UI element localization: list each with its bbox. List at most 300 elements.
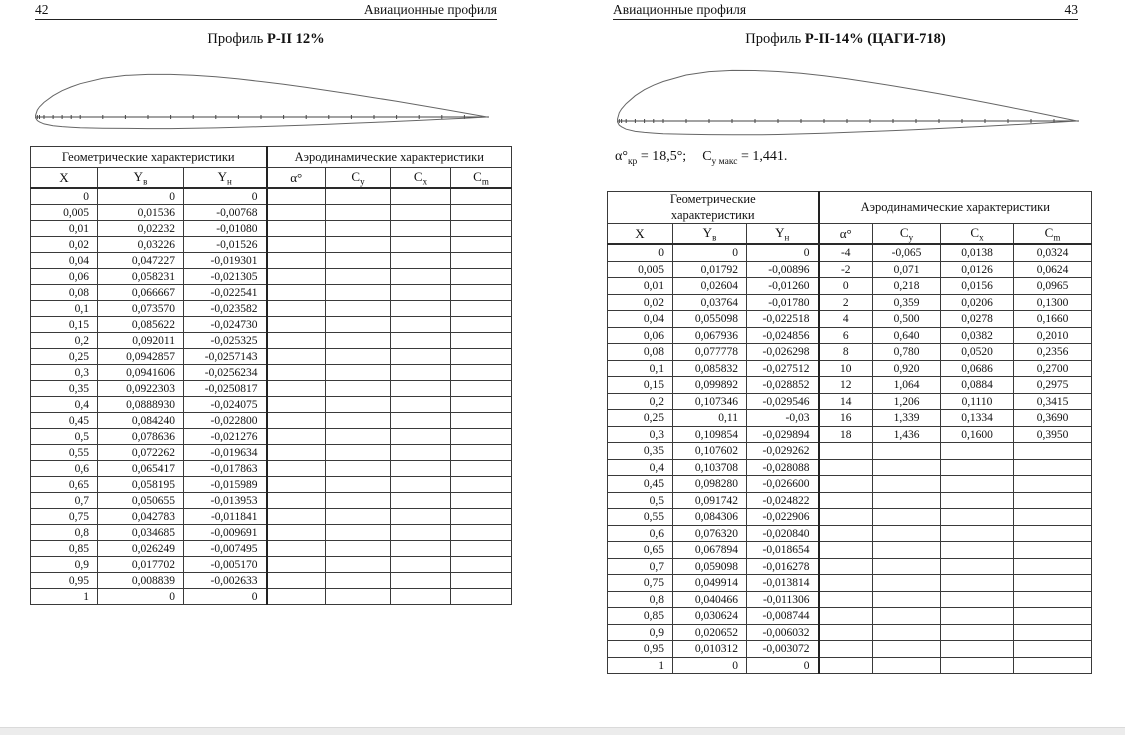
table-cell (1014, 575, 1092, 592)
table-cell: 0,030624 (673, 608, 747, 625)
table-cell (451, 413, 512, 429)
table-cell: 0,049914 (673, 575, 747, 592)
cy-subscript: у макс (711, 156, 738, 167)
table-cell: 0,02 (608, 294, 673, 311)
table-cell: -0,0250817 (184, 381, 267, 397)
table-cell: -0,026298 (747, 344, 819, 361)
table-row (608, 575, 1092, 592)
table-cell: 0,01 (31, 221, 98, 237)
table-cell (941, 591, 1014, 608)
table-row (31, 237, 512, 253)
table-cell: 0,7 (31, 493, 98, 509)
table-cell: 0,35 (608, 443, 673, 460)
table-cell: 4 (819, 311, 873, 328)
table-cell: 0,01 (608, 278, 673, 295)
table-cell (451, 541, 512, 557)
table-cell (391, 445, 451, 461)
table-body (31, 188, 512, 605)
table-cell: 0,065417 (98, 461, 184, 477)
table-row (31, 349, 512, 365)
table-row (608, 393, 1092, 410)
table-cell: 0,2356 (1014, 344, 1092, 361)
table-cell (451, 269, 512, 285)
table-row (608, 558, 1092, 575)
table-cell (391, 573, 451, 589)
table-cell: 0,08 (608, 344, 673, 361)
table-cell (451, 557, 512, 573)
table-cell: 0,1 (608, 360, 673, 377)
table-cell: 1 (608, 657, 673, 674)
table-cell: 0,058195 (98, 477, 184, 493)
table-cell: 0,010312 (673, 641, 747, 658)
table-cell: 8 (819, 344, 873, 361)
running-header-text: Авиационные профиля (613, 2, 747, 17)
table-row (608, 542, 1092, 559)
table-cell (819, 492, 873, 509)
table-cell: 0,75 (31, 509, 98, 525)
table-cell: 0,058231 (98, 269, 184, 285)
table-cell: 0,0884 (941, 377, 1014, 394)
table-cell: 0,017702 (98, 557, 184, 573)
critical-angle-note (615, 149, 787, 167)
table-cell (819, 608, 873, 625)
table-cell: -0,011841 (184, 509, 267, 525)
table-cell (451, 461, 512, 477)
column-header: $C_m$ (451, 168, 512, 189)
running-header-left (35, 2, 497, 20)
table-cell (391, 301, 451, 317)
table-cell: 0,35 (31, 381, 98, 397)
table-cell: 16 (819, 410, 873, 427)
table-row (608, 476, 1092, 493)
table-cell (326, 317, 391, 333)
table-row (31, 205, 512, 221)
group-header-aerodynamic: Аэродинамические характеристики (267, 147, 512, 168)
table-cell: 0,25 (608, 410, 673, 427)
table-cell: 0,084306 (673, 509, 747, 526)
table-cell: 0,3 (31, 365, 98, 381)
table-cell: -0,015989 (184, 477, 267, 493)
table-cell (941, 459, 1014, 476)
table-cell (873, 476, 941, 493)
table-cell: -0,024856 (747, 327, 819, 344)
table-cell: 0,040466 (673, 591, 747, 608)
column-header: $C_y$ (873, 224, 941, 245)
table-cell: 0,01536 (98, 205, 184, 221)
table-cell (873, 608, 941, 625)
column-header-row (31, 168, 512, 189)
table-cell (819, 624, 873, 641)
table-cell (267, 573, 326, 589)
table-cell: 0,06 (608, 327, 673, 344)
table-cell (267, 557, 326, 573)
table-cell: -0,011306 (747, 591, 819, 608)
table-cell (391, 285, 451, 301)
table-cell (873, 542, 941, 559)
table-cell (451, 493, 512, 509)
table-cell: 0,85 (608, 608, 673, 625)
table-cell (451, 381, 512, 397)
table-cell (451, 221, 512, 237)
table-cell (819, 542, 873, 559)
table-row (608, 244, 1092, 261)
table-cell (1014, 459, 1092, 476)
table-cell: 0,092011 (98, 333, 184, 349)
table-cell: -0,025325 (184, 333, 267, 349)
table-cell: -0,028088 (747, 459, 819, 476)
table-cell: 0 (31, 188, 98, 205)
table-cell (267, 525, 326, 541)
table-cell: -0,022800 (184, 413, 267, 429)
table-row (608, 591, 1092, 608)
table-row (608, 657, 1092, 674)
table-cell: 0 (819, 278, 873, 295)
table-cell: 0,3690 (1014, 410, 1092, 427)
table-cell (451, 237, 512, 253)
table-cell: 0 (673, 244, 747, 261)
table-cell: -0,021276 (184, 429, 267, 445)
column-header: $C_y$ (326, 168, 391, 189)
table-row (608, 492, 1092, 509)
table-cell (873, 459, 941, 476)
table-cell: 0 (98, 188, 184, 205)
alpha-subscript: кр (627, 156, 638, 167)
table-cell: 0,050655 (98, 493, 184, 509)
table-row (608, 311, 1092, 328)
table-cell (941, 641, 1014, 658)
table-cell: -0,01780 (747, 294, 819, 311)
group-header-row (31, 147, 512, 168)
table-cell: 0 (747, 244, 819, 261)
table-row (31, 301, 512, 317)
table-cell (391, 188, 451, 205)
table-cell (1014, 608, 1092, 625)
table-cell (941, 525, 1014, 542)
table-cell: 1,339 (873, 410, 941, 427)
table-cell: 0,2010 (1014, 327, 1092, 344)
table-cell (326, 493, 391, 509)
table-cell (873, 492, 941, 509)
table-row (31, 317, 512, 333)
table-cell: 0,0156 (941, 278, 1014, 295)
table-cell: 0,2 (31, 333, 98, 349)
table-cell (451, 589, 512, 605)
table-cell (941, 624, 1014, 641)
table-cell (267, 589, 326, 605)
table-cell (819, 476, 873, 493)
column-header: α° (267, 168, 326, 189)
table-cell (1014, 492, 1092, 509)
table-cell: -0,008744 (747, 608, 819, 625)
table-cell (391, 541, 451, 557)
table-cell: 0,0520 (941, 344, 1014, 361)
column-header: $C_x$ (391, 168, 451, 189)
table-cell: 0,1110 (941, 393, 1014, 410)
table-cell (1014, 657, 1092, 674)
table-row (608, 426, 1092, 443)
table-cell (267, 509, 326, 525)
airfoil-drawing (35, 63, 490, 147)
table-cell (1014, 558, 1092, 575)
table-cell: 0,091742 (673, 492, 747, 509)
table-cell: 0,4 (608, 459, 673, 476)
table-cell: 0,4 (31, 397, 98, 413)
table-row (31, 493, 512, 509)
table-cell (391, 269, 451, 285)
table-cell: 0,042783 (98, 509, 184, 525)
table-cell: -0,020840 (747, 525, 819, 542)
page-bottom-strip (0, 727, 1125, 735)
page-title-profile-name: Р-II-14% (ЦАГИ-718) (804, 31, 946, 47)
table-cell (267, 413, 326, 429)
table-cell: 0,5 (608, 492, 673, 509)
airfoil-drawing (617, 63, 1079, 149)
table-cell (451, 349, 512, 365)
table-cell (391, 589, 451, 605)
column-header: α° (819, 224, 873, 245)
table-cell (819, 525, 873, 542)
table-cell (267, 445, 326, 461)
table-cell: 0,109854 (673, 426, 747, 443)
table-cell (326, 461, 391, 477)
table-row (608, 294, 1092, 311)
table-cell (873, 624, 941, 641)
table-row (608, 344, 1092, 361)
table-cell: 0 (747, 657, 819, 674)
table-cell: 2 (819, 294, 873, 311)
table-cell: -0,007495 (184, 541, 267, 557)
table-cell (941, 575, 1014, 592)
table-cell: -0,00896 (747, 261, 819, 278)
table-cell: 0,2 (608, 393, 673, 410)
table-row (608, 459, 1092, 476)
alpha-symbol: α° (615, 149, 628, 164)
table-cell (391, 477, 451, 493)
table-cell: 0,55 (31, 445, 98, 461)
table-cell (326, 349, 391, 365)
table-cell (267, 205, 326, 221)
table-cell: -0,013953 (184, 493, 267, 509)
table-cell: 0,0206 (941, 294, 1014, 311)
table-cell (873, 657, 941, 674)
table-cell (391, 557, 451, 573)
table-cell (451, 285, 512, 301)
table-cell: 0,15 (608, 377, 673, 394)
table-cell (1014, 624, 1092, 641)
table-cell: 0,047227 (98, 253, 184, 269)
table-cell (1014, 443, 1092, 460)
table-cell (326, 253, 391, 269)
table-row (608, 608, 1092, 625)
page-title-profile-name: Р-II 12% (267, 31, 325, 47)
table-cell (391, 221, 451, 237)
table-cell: -0,026600 (747, 476, 819, 493)
table-cell (873, 641, 941, 658)
right-page (562, 0, 1125, 735)
table-row (31, 557, 512, 573)
table-cell: -0,024822 (747, 492, 819, 509)
table-cell (941, 492, 1014, 509)
table-cell: 0,780 (873, 344, 941, 361)
table-cell (451, 205, 512, 221)
table-cell: 12 (819, 377, 873, 394)
table-cell (391, 317, 451, 333)
table-cell (941, 443, 1014, 460)
alpha-value: = 18,5°; (637, 149, 687, 164)
table-cell (451, 253, 512, 269)
table-cell: 0,005 (31, 205, 98, 221)
table-cell: 0,11 (673, 410, 747, 427)
table-cell: 0,920 (873, 360, 941, 377)
table-row (608, 278, 1092, 295)
table-cell: 0,005 (608, 261, 673, 278)
table-cell: 0,0942857 (98, 349, 184, 365)
table-cell (267, 461, 326, 477)
table-cell (451, 333, 512, 349)
table-cell (451, 509, 512, 525)
table-cell: 0,076320 (673, 525, 747, 542)
table-cell (451, 445, 512, 461)
table-cell: 0,107602 (673, 443, 747, 460)
table-row (31, 333, 512, 349)
table-cell: 0,1300 (1014, 294, 1092, 311)
table-cell (451, 525, 512, 541)
table-cell (326, 188, 391, 205)
running-header-right (613, 2, 1078, 20)
table-cell: 0,008839 (98, 573, 184, 589)
table-cell: 0,75 (608, 575, 673, 592)
table-row (31, 285, 512, 301)
table-row (31, 397, 512, 413)
table-cell: -0,019301 (184, 253, 267, 269)
table-cell: -0,003072 (747, 641, 819, 658)
table-cell (326, 413, 391, 429)
table-cell: 0 (98, 589, 184, 605)
page-number: 43 (1064, 2, 1078, 17)
table-cell: 0,078636 (98, 429, 184, 445)
table-cell: 0,0686 (941, 360, 1014, 377)
table-cell (873, 443, 941, 460)
table-cell: 0,359 (873, 294, 941, 311)
table-cell: 0,45 (608, 476, 673, 493)
table-cell (326, 525, 391, 541)
table-cell: 0,0138 (941, 244, 1014, 261)
table-row (31, 429, 512, 445)
table-cell: 0,6 (31, 461, 98, 477)
table-cell (267, 397, 326, 413)
table-cell: -0,024075 (184, 397, 267, 413)
table-row (608, 327, 1092, 344)
table-cell: 0,45 (31, 413, 98, 429)
table-cell: 0,0324 (1014, 244, 1092, 261)
table-cell (391, 253, 451, 269)
table-cell (819, 641, 873, 658)
table-cell: 0,1334 (941, 410, 1014, 427)
table-row (608, 509, 1092, 526)
table-cell: 0,55 (608, 509, 673, 526)
table-cell: 0,020652 (673, 624, 747, 641)
table-cell (391, 493, 451, 509)
table-cell: 0,0624 (1014, 261, 1092, 278)
table-row (608, 360, 1092, 377)
table-cell (267, 381, 326, 397)
table-cell (267, 237, 326, 253)
table-cell: 1,206 (873, 393, 941, 410)
table-row (31, 541, 512, 557)
table-cell: -0,022906 (747, 509, 819, 526)
column-header: X (608, 224, 673, 245)
page-title (613, 31, 1078, 48)
table-cell (391, 381, 451, 397)
table-cell (267, 253, 326, 269)
table-cell (326, 509, 391, 525)
table-cell: 0 (608, 244, 673, 261)
table-cell (941, 558, 1014, 575)
running-header-text: Авиационные профиля (363, 2, 497, 17)
table-cell (267, 477, 326, 493)
table-cell (326, 237, 391, 253)
table-cell: 0,059098 (673, 558, 747, 575)
table-cell: 0,0941606 (98, 365, 184, 381)
table-cell: 0,95 (608, 641, 673, 658)
table-cell (1014, 476, 1092, 493)
table-cell: -0,01080 (184, 221, 267, 237)
table-cell: -0,01526 (184, 237, 267, 253)
table-cell: 0,9 (608, 624, 673, 641)
table-cell (451, 429, 512, 445)
table-cell (451, 365, 512, 381)
table-cell: 0,04 (31, 253, 98, 269)
table-cell: 0,077778 (673, 344, 747, 361)
table-cell: 0,0965 (1014, 278, 1092, 295)
table-row (31, 381, 512, 397)
table-cell (941, 657, 1014, 674)
table-cell (326, 589, 391, 605)
table-cell: -4 (819, 244, 873, 261)
column-header: $C_m$ (1014, 224, 1092, 245)
table-cell (819, 558, 873, 575)
table-row (31, 589, 512, 605)
table-cell: 0,7 (608, 558, 673, 575)
table-cell: 0,218 (873, 278, 941, 295)
table-cell (267, 221, 326, 237)
geometry-aero-table (607, 191, 1092, 674)
table-cell: 0 (673, 657, 747, 674)
table-cell: 0,3 (608, 426, 673, 443)
table-cell: 0,640 (873, 327, 941, 344)
table-cell: -0,027512 (747, 360, 819, 377)
table-cell: 0,099892 (673, 377, 747, 394)
table-cell: 0 (184, 188, 267, 205)
table-cell (326, 429, 391, 445)
table-cell: -2 (819, 261, 873, 278)
table-cell: -0,013814 (747, 575, 819, 592)
table-cell: -0,029894 (747, 426, 819, 443)
table-cell: -0,0257143 (184, 349, 267, 365)
geometry-aero-table (30, 146, 512, 605)
table-cell: 0,0278 (941, 311, 1014, 328)
table-row (608, 443, 1092, 460)
table-row (31, 413, 512, 429)
table-cell: 0,03226 (98, 237, 184, 253)
table-cell (267, 365, 326, 381)
table-cell: 0,2975 (1014, 377, 1092, 394)
table-cell: -0,065 (873, 244, 941, 261)
table-row (31, 477, 512, 493)
table-cell (267, 333, 326, 349)
table-cell (267, 429, 326, 445)
table-cell (326, 301, 391, 317)
